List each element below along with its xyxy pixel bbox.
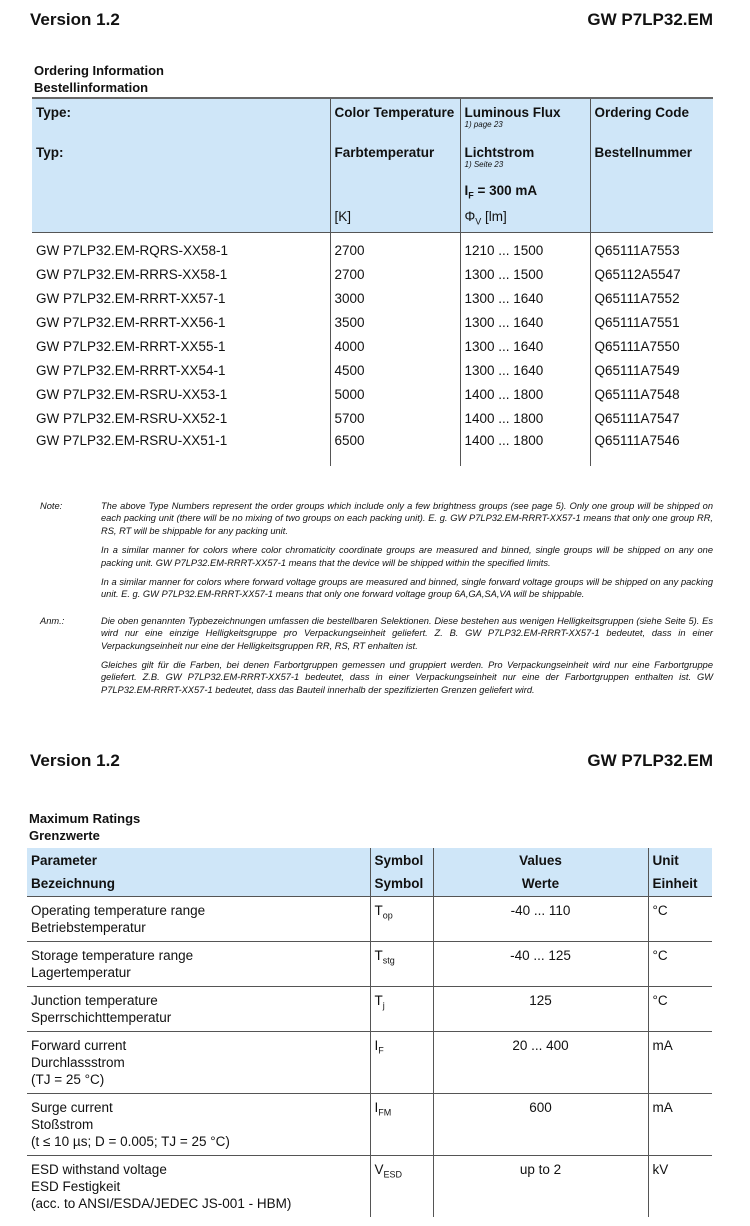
param-condition: (TJ = 25 °C) <box>31 1071 105 1087</box>
header-code-en: Ordering Code <box>590 98 713 142</box>
cell-symbol: $T_{op}$ <box>370 896 433 941</box>
cell-value: -40 ... 125 <box>433 941 648 986</box>
cell-type: GW P7LP32.EM-RSRU-XX52-1 <box>36 410 228 426</box>
table-row <box>27 896 712 941</box>
cell-flux: 1400 ... 1800 <box>460 406 590 430</box>
cell-flux: 1300 ... 1500 <box>460 262 590 286</box>
param-de: ESD Festigkeit <box>31 1178 121 1194</box>
header-type-de: Typ: <box>32 142 330 180</box>
table-row <box>32 430 713 466</box>
cell-symbol: $T_j$ <box>370 986 433 1031</box>
cell-value: 20 ... 400 <box>433 1031 648 1093</box>
header-flux-en: Luminous Flux 1) page 23 <box>460 98 590 142</box>
version-label: Version 1.2 <box>30 10 120 29</box>
ordering-section-title <box>34 62 164 96</box>
header-values: Values <box>433 848 648 872</box>
cell-type: GW P7LP32.EM-RRRT-XX55-1 <box>36 338 226 354</box>
header-symbol: Symbol <box>370 848 433 872</box>
cell-unit: mA <box>648 1031 712 1093</box>
cell-code: Q65111A7552 <box>590 286 713 310</box>
param-en: Forward current <box>31 1037 127 1053</box>
note-de <box>0 615 750 703</box>
cell-type: GW P7LP32.EM-RQRS-XX58-1 <box>36 242 229 258</box>
cell-temp: 3000 <box>330 286 460 310</box>
note-paragraph: In a similar manner for colors where color chromaticity coordinate groups are measured and binned, single groups will be shipped on any one packing unit. GW P7LP32.EM-RRRT-XX57-1 means that the device will be shipped within the specified limits. <box>101 545 713 568</box>
cell-flux: 1400 ... 1800 <box>460 430 590 466</box>
header-unit: Unit <box>648 848 712 872</box>
header-werte: Werte <box>433 872 648 896</box>
max-ratings-table <box>27 848 712 1217</box>
product-name: GW P7LP32.EM <box>587 10 713 29</box>
cell-parameter <box>27 896 370 941</box>
anm-paragraph: Die oben genannten Typbezeichnungen umfassen die bestellbaren Selektionen. Diese bestehen aus wenigen Helligkeitsgruppen (siehe Seite 5). Es wird nur eine einzige Helligkeitsgruppe pro Verpackungseinheit geliefert. Z. B. GW P7LP32.EM-RRRT-XX57-1 bedeutet, dass in einer Verpackungseinheit nur eine der Helligkeitsgruppen RR, RS, RT enhalten ist. <box>101 615 713 651</box>
cell-flux: 1210 ... 1500 <box>460 232 590 262</box>
cell-temp: 3500 <box>330 310 460 334</box>
cell-symbol: $I_F$ <box>370 1031 433 1093</box>
cell-unit: °C <box>648 896 712 941</box>
note-en <box>0 500 750 608</box>
cell-code: Q65111A7551 <box>590 310 713 334</box>
cell-symbol: $I_{FM}$ <box>370 1093 433 1155</box>
cell-unit: °C <box>648 941 712 986</box>
cell-flux: 1400 ... 1800 <box>460 382 590 406</box>
cell-code: Q65111A7548 <box>590 382 713 406</box>
param-condition: (acc. to ANSI/ESDA/JEDEC JS-001 - HBM) <box>31 1195 292 1211</box>
param-condition: (t ≤ 10 µs; D = 0.005; TJ = 25 °C) <box>31 1133 230 1149</box>
header-symbol-de: Symbol <box>370 872 433 896</box>
ratings-title-en: Maximum Ratings <box>29 811 141 826</box>
cell-value: -40 ... 110 <box>433 896 648 941</box>
note-paragraph: The above Type Numbers represent the order groups which include only a few brightness groups (see page 5). Only one group will be shipped on each packing unit (there will be no mixing of two groups on each packing unit). E. g. GW P7LP32.EM-RRRT-XX57-1 means that only one group RR, RS, RT will be shippable for any packing unit. <box>101 501 713 536</box>
header-color-en: Color Temperature <box>330 98 460 142</box>
cell-temp: 2700 <box>330 232 460 262</box>
cell-parameter <box>27 986 370 1031</box>
cell-parameter <box>27 1031 370 1093</box>
ratings-title-de: Grenzwerte <box>29 828 100 843</box>
cell-temp: 5700 <box>330 406 460 430</box>
header-color-de: Farbtemperatur <box>330 142 460 180</box>
table-row <box>27 1031 712 1093</box>
header-parameter: Parameter <box>27 848 370 872</box>
cell-parameter <box>27 941 370 986</box>
param-de: Durchlassstrom <box>31 1054 125 1070</box>
cell-symbol: $T_{stg}$ <box>370 941 433 986</box>
header-flux-de: Lichtstrom 1) Seite 23 <box>460 142 590 180</box>
cell-symbol: $V_{ESD}$ <box>370 1155 433 1217</box>
cell-value: 125 <box>433 986 648 1031</box>
table-row <box>27 1155 712 1217</box>
cell-type: GW P7LP32.EM-RSRU-XX53-1 <box>36 386 228 402</box>
cell-parameter <box>27 1093 370 1155</box>
version-label-2: Version 1.2 <box>30 751 120 770</box>
cell-flux: 1300 ... 1640 <box>460 286 590 310</box>
param-de: Stoßstrom <box>31 1116 94 1132</box>
cell-unit: kV <box>648 1155 712 1217</box>
param-en: Junction temperature <box>31 992 158 1008</box>
cell-unit: °C <box>648 986 712 1031</box>
cell-value: 600 <box>433 1093 648 1155</box>
cell-temp: 4000 <box>330 334 460 358</box>
cell-type: GW P7LP32.EM-RRRT-XX56-1 <box>36 314 226 330</box>
cell-value: up to 2 <box>433 1155 648 1217</box>
header-code-de: Bestellnummer <box>590 142 713 180</box>
cell-temp: 5000 <box>330 382 460 406</box>
cell-unit: mA <box>648 1093 712 1155</box>
cell-code: Q65111A7550 <box>590 334 713 358</box>
cell-type: GW P7LP32.EM-RRRT-XX54-1 <box>36 362 226 378</box>
cell-flux: 1300 ... 1640 <box>460 358 590 382</box>
cell-code: Q65111A7546 <box>590 430 713 466</box>
param-en: Storage temperature range <box>31 947 194 963</box>
cell-code: Q65111A7549 <box>590 358 713 382</box>
header-bezeichnung: Bezeichnung <box>27 872 370 896</box>
table-row <box>32 334 713 358</box>
table-row <box>32 358 713 382</box>
param-de: Lagertemperatur <box>31 964 131 980</box>
table-row <box>32 262 713 286</box>
notes-section <box>0 500 750 710</box>
ordering-title-de: Bestellinformation <box>34 80 149 95</box>
cell-temp: 6500 <box>330 430 460 466</box>
anm-label: Anm.: <box>40 615 65 626</box>
cell-type: GW P7LP32.EM-RSRU-XX51-1 <box>36 433 228 448</box>
param-en: Operating temperature range <box>31 902 206 918</box>
header-color-unit: [K] <box>330 206 460 232</box>
cell-type: GW P7LP32.EM-RRRT-XX57-1 <box>36 290 226 306</box>
table-row <box>27 941 712 986</box>
cell-parameter <box>27 1155 370 1217</box>
header-einheit: Einheit <box>648 872 712 896</box>
param-de: Sperrschichttemperatur <box>31 1009 172 1025</box>
cell-temp: 4500 <box>330 358 460 382</box>
header-type-en: Type: <box>32 98 330 142</box>
cell-temp: 2700 <box>330 262 460 286</box>
ratings-section-title <box>29 810 140 844</box>
table-row <box>27 986 712 1031</box>
cell-flux: 1300 ... 1640 <box>460 334 590 358</box>
table-row <box>32 286 713 310</box>
param-en: ESD withstand voltage <box>31 1161 167 1177</box>
param-de: Betriebstemperatur <box>31 919 146 935</box>
product-name-2: GW P7LP32.EM <box>587 751 713 770</box>
ordering-title-en: Ordering Information <box>34 63 164 78</box>
table-row <box>32 406 713 430</box>
param-en: Surge current <box>31 1099 113 1115</box>
note-label: Note: <box>40 501 63 511</box>
table-row <box>32 382 713 406</box>
cell-code: Q65112A5547 <box>590 262 713 286</box>
cell-code: Q65111A7547 <box>590 406 713 430</box>
cell-type: GW P7LP32.EM-RRRS-XX58-1 <box>36 266 228 282</box>
table-row <box>27 1093 712 1155</box>
anm-paragraph: Gleiches gilt für die Farben, bei denen Farbortgruppen gemessen und gruppiert werden. Pro Verpackungseinheit wird nur eine Farbortgruppe geliefert. Z.B. GW P7LP32.EM-RRRT-XX57-1 bedeutet, dass in einer Verpackungseinheit nur eine der Farbortgruppen enthalten ist. GW P7LP32.EM-RRRT-XX57-1 bedeutet, dass das Bauteil innerhalb der spezifizierten Grenzen geliefert wird. <box>101 660 713 695</box>
header-flux-unit: $\Phi_V$ [lm] <box>460 206 590 232</box>
ordering-table <box>32 97 713 466</box>
header-flux-condition: $I_F = 300$ mA <box>460 180 590 206</box>
cell-flux: 1300 ... 1640 <box>460 310 590 334</box>
cell-code: Q65111A7553 <box>590 232 713 262</box>
table-row <box>32 310 713 334</box>
table-row <box>32 232 713 262</box>
note-paragraph: In a similar manner for colors where forward voltage groups are measured and binned, single forward voltage groups will be shipped on any packing unit. E. g. GW P7LP32.EM-RRRT-XX57-1 means that only one forward voltage group 6A,GA,SA,VA will be shippable. <box>101 577 713 600</box>
